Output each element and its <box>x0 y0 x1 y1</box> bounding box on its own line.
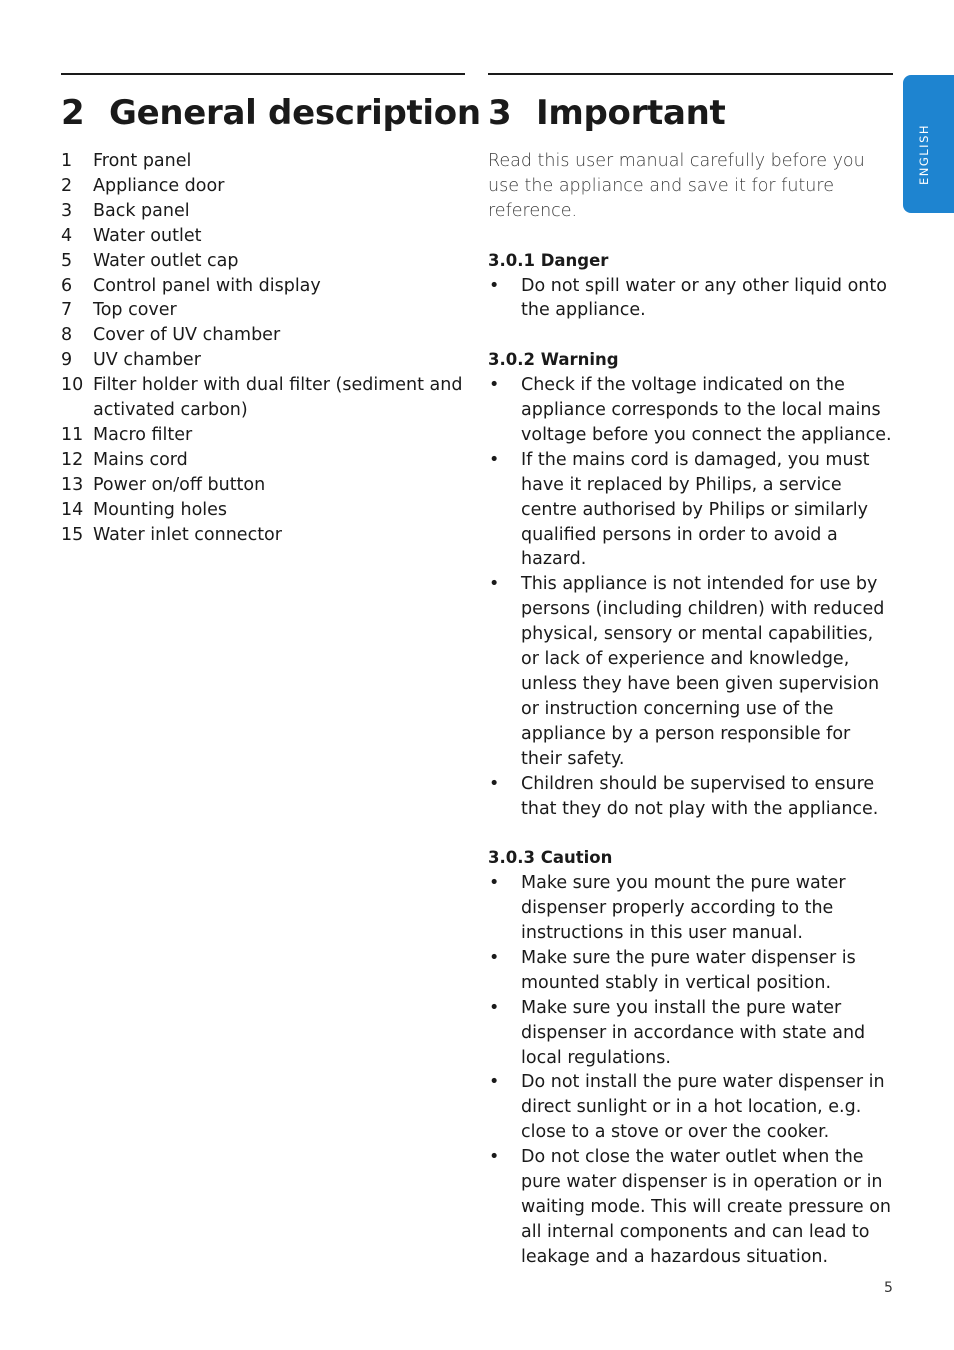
bullet-text: Check if the voltage indicated on the appliance corresponds to the local mains voltage before you connect the appliance. <box>521 375 892 445</box>
bullet-icon: • <box>489 574 500 595</box>
bullet-text: Make sure you install the pure water dispenser in accordance with state and local regulations. <box>521 997 866 1068</box>
chapter-title <box>488 91 893 135</box>
bullet-icon: • <box>489 1147 500 1168</box>
bullet-text: Do not close the water outlet when the pure water dispenser is in operation or in waiting mode. This will create pressure on all internal components and can lead to leakage and a hazardous situation. <box>521 1147 891 1267</box>
item-number: 8 <box>61 325 73 346</box>
bullet-icon: • <box>489 947 500 968</box>
bullet-icon: • <box>489 275 500 296</box>
safety-sections <box>488 224 893 1270</box>
bullet-icon: • <box>489 1072 500 1093</box>
bullet-icon: • <box>489 773 500 794</box>
item-text: Water outlet cap <box>93 250 239 271</box>
section-heading: 3.0.1 Danger <box>488 250 609 270</box>
item-text: Water inlet connector <box>93 524 282 545</box>
bullet-text: Do not install the pure water dispenser in direct sunlight or in a hot location, e.g. close to a stove or over the cooker. <box>521 1072 885 1143</box>
section-spacer <box>488 821 893 846</box>
list-item <box>61 323 465 348</box>
top-rule <box>488 73 893 75</box>
list-item <box>61 274 465 299</box>
item-text: UV chamber <box>93 350 201 371</box>
list-item <box>61 523 465 548</box>
section-spacer <box>488 224 893 249</box>
parts-list <box>61 149 465 548</box>
language-tab <box>903 75 954 213</box>
bullet-text: This appliance is not intended for use by persons (including children) with reduced physical, sensory or mental capabilities, or lack of experience and knowledge, unless they have been given supervision or instruction concerning use of the appliance by a person responsible for their safety. <box>521 574 885 769</box>
item-number: 2 <box>61 175 73 196</box>
page-number: 5 <box>884 1280 893 1296</box>
bullet-item <box>488 871 893 946</box>
item-text: Top cover <box>93 300 177 321</box>
bullet-item <box>488 1145 893 1270</box>
bullet-text: Make sure you mount the pure water dispenser properly according to the instructions in this user manual. <box>521 873 846 944</box>
bullet-item <box>488 572 893 771</box>
item-text: Power on/off button <box>93 474 266 495</box>
bullet-list <box>488 274 893 324</box>
chapter-title-text: Important <box>536 93 726 133</box>
bullet-item <box>488 448 893 573</box>
section-important <box>488 73 893 1270</box>
bullet-item <box>488 772 893 822</box>
bullet-list <box>488 871 893 1270</box>
list-item <box>61 149 465 174</box>
intro-paragraph: Read this user manual carefully before you use the appliance and save it for future reference. <box>488 151 865 221</box>
top-rule <box>61 73 465 75</box>
item-number: 3 <box>61 200 73 221</box>
list-item <box>61 224 465 249</box>
list-item <box>61 473 465 498</box>
list-item <box>61 199 465 224</box>
list-item <box>61 448 465 473</box>
item-number: 7 <box>61 300 73 321</box>
item-text: Macro filter <box>93 424 193 445</box>
bullet-icon: • <box>489 375 500 396</box>
item-text: Appliance door <box>93 175 225 196</box>
item-number: 6 <box>61 275 73 296</box>
list-item <box>61 348 465 373</box>
item-number: 1 <box>61 151 73 171</box>
chapter-number: 3 <box>488 93 512 133</box>
list-item <box>61 298 465 323</box>
list-item <box>61 373 465 423</box>
bullet-item <box>488 274 893 324</box>
bullet-icon: • <box>489 997 500 1018</box>
item-number: 12 <box>61 449 84 470</box>
item-text: Water outlet <box>93 225 202 246</box>
section-general-description <box>61 73 481 548</box>
bullet-item <box>488 373 893 448</box>
item-text: Mains cord <box>93 449 188 470</box>
item-number: 14 <box>61 499 84 520</box>
bullet-icon: • <box>489 449 500 470</box>
item-number: 13 <box>61 474 84 495</box>
chapter-title <box>61 91 481 135</box>
bullet-item <box>488 946 893 996</box>
section-heading: 3.0.3 Caution <box>488 848 613 868</box>
bullet-item <box>488 996 893 1071</box>
bullet-item <box>488 1070 893 1145</box>
bullet-icon: • <box>489 873 500 894</box>
item-number: 11 <box>61 424 84 445</box>
list-item <box>61 423 465 448</box>
section-spacer <box>488 323 893 348</box>
bullet-text: Do not spill water or any other liquid onto the appliance. <box>521 275 887 321</box>
item-number: 15 <box>61 524 84 545</box>
item-text: Filter holder with dual filter (sediment and activated carbon) <box>93 375 463 421</box>
item-number: 9 <box>61 350 73 371</box>
list-item <box>61 498 465 523</box>
bullet-text: Children should be supervised to ensure that they do not play with the appliance. <box>521 773 879 819</box>
bullet-list <box>488 373 893 821</box>
list-item <box>61 174 465 199</box>
item-text: Control panel with display <box>93 275 321 296</box>
item-text: Front panel <box>93 151 192 171</box>
item-text: Cover of UV chamber <box>93 325 281 346</box>
item-text: Mounting holes <box>93 499 228 520</box>
bullet-text: If the mains cord is damaged, you must have it replaced by Philips, a service centre authorised by Philips or similarly qualified persons in order to avoid a hazard. <box>521 449 870 570</box>
item-number: 10 <box>61 375 84 396</box>
chapter-number: 2 <box>61 93 85 133</box>
item-number: 5 <box>61 250 73 271</box>
bullet-text: Make sure the pure water dispenser is mounted stably in vertical position. <box>521 947 856 993</box>
item-number: 4 <box>61 225 73 246</box>
chapter-title-text: General description <box>109 93 481 133</box>
section-heading: 3.0.2 Warning <box>488 350 619 370</box>
language-tab-label: ENGLISH <box>917 123 931 185</box>
item-text: Back panel <box>93 200 190 221</box>
list-item <box>61 249 465 274</box>
